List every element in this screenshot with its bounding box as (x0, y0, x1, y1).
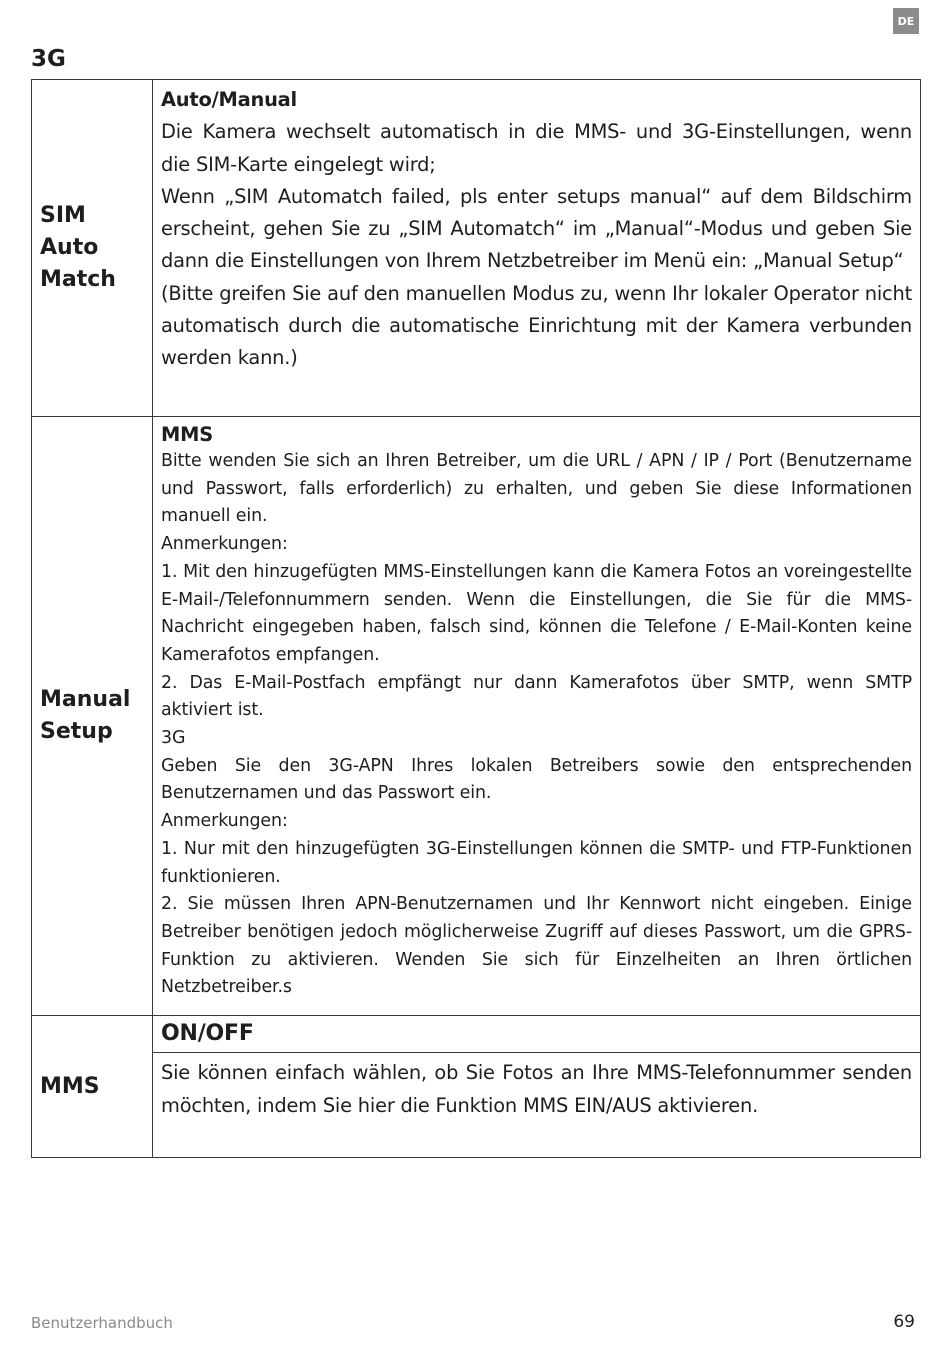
row-heading-mms (153, 1016, 921, 1053)
row-description-manual-setup (153, 417, 921, 1016)
subheading: ON/OFF (161, 1021, 254, 1046)
subheading: Auto/Manual (161, 88, 298, 111)
table-row-mms-description (32, 1053, 921, 1158)
subheading: MMS (161, 423, 213, 446)
paragraph: Wenn „SIM Automatch failed, pls enter setups manual“ auf dem Bildschirm erscheint, gehen Sie zu „SIM Automatch“ im „Manual“-Modus und geben Sie dann die Einstellungen von Ihrem Netzbetreiber im Menü ein: „Manual Setup“ (161, 184, 912, 273)
language-badge: DE (893, 8, 919, 34)
row-label-text: Manual Setup (40, 687, 131, 744)
table-row-mms (32, 1016, 921, 1053)
paragraph: 1. Mit den hinzugefügten MMS-Einstellungen kann die Kamera Fotos an voreingestellte E-Mail-/Telefonnummern senden. Wenn die Einstellungen, die Sie für die MMS-Nachricht eingegeben haben, falsch sind, können die Telefone / E-Mail-Konten keine Kamerafotos empfangen. (161, 561, 912, 665)
paragraph: Anmerkungen: (161, 811, 288, 832)
table-row-sim-auto-match (32, 80, 921, 417)
row-description-sim-auto-match (153, 80, 921, 417)
paragraph: Anmerkungen: (161, 534, 288, 555)
paragraph: 2. Sie müssen Ihren APN-Benutzernamen und Ihr Kennwort nicht eingeben. Einige Betreiber benötigen jedoch möglicherweise Zugriff auf dieses Passwort, um die GPRS-Funktion zu aktivieren. Wenden Sie sich für Einzelheiten an Ihren örtlichen Netzbetreiber.s (161, 894, 912, 998)
paragraph: 2. Das E-Mail-Postfach empfängt nur dann Kamerafotos über SMTP, wenn SMTP aktiviert ist. (161, 672, 912, 721)
row-label-manual-setup (32, 417, 153, 1016)
row-label-sim-auto-match (32, 80, 153, 417)
paragraph: Geben Sie den 3G-APN Ihres lokalen Betreibers sowie den entsprechenden Benutzernamen und das Passwort ein. (161, 755, 912, 804)
row-description-mms (153, 1053, 921, 1158)
footer-manual-title: Benutzerhandbuch (31, 1314, 173, 1332)
paragraph: 3G (161, 728, 186, 749)
paragraph: (Bitte greifen Sie auf den manuellen Modus zu, wenn Ihr lokaler Operator nicht automatisch durch die automatische Einrichtung mit der Kamera verbunden werden kann.) (161, 281, 912, 370)
paragraph: Sie können einfach wählen, ob Sie Fotos an Ihre MMS-Telefonnummer senden möchten, indem Sie hier die Funktion MMS EIN/AUS aktivieren. (161, 1061, 912, 1117)
table-row-manual-setup (32, 417, 921, 1016)
paragraph: Bitte wenden Sie sich an Ihren Betreiber, um die URL / APN / IP / Port (Benutzername und Passwort, falls erforderlich) zu erhalten, und geben Sie diese Informationen manuell ein. (161, 451, 912, 527)
row-label-mms (32, 1016, 153, 1158)
paragraph: 1. Nur mit den hinzugefügten 3G-Einstellungen können die SMTP- und FTP-Funktionen funktionieren. (161, 838, 912, 887)
page-number: 69 (893, 1312, 915, 1332)
row-label-text: MMS (40, 1073, 100, 1099)
paragraph: Die Kamera wechselt automatisch in die MMS- und 3G-Einstellungen, wenn die SIM-Karte eingelegt wird; (161, 120, 912, 176)
settings-table (31, 79, 921, 1158)
section-title: 3G (31, 46, 66, 72)
row-label-text: SIM Auto Match (40, 203, 116, 292)
